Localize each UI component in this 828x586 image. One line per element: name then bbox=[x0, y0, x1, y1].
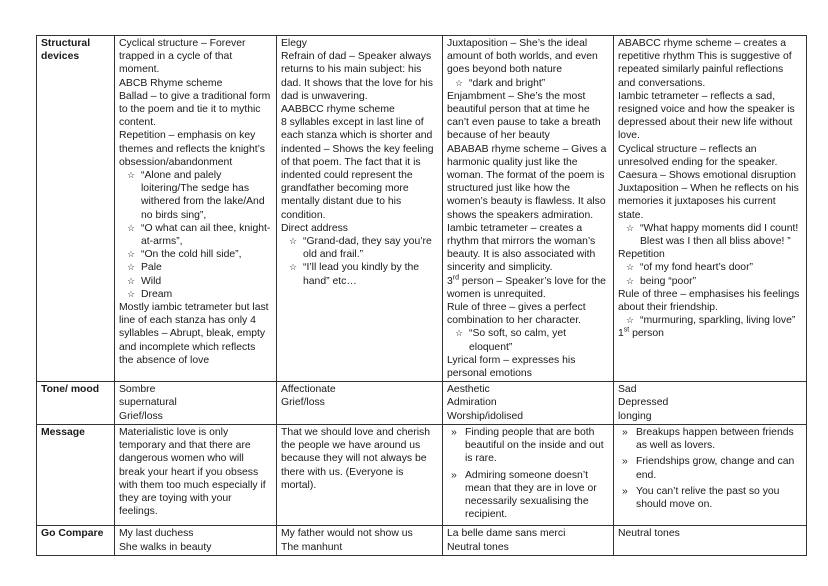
text-line: AABBCC rhyme scheme bbox=[281, 104, 395, 116]
row-go-compare bbox=[37, 526, 807, 555]
row-structural-devices bbox=[37, 36, 807, 382]
star-bullet-icon: ☆ bbox=[127, 262, 136, 273]
row-header: Message bbox=[37, 424, 115, 525]
quote-text: “dark and bright” bbox=[469, 77, 546, 89]
star-bullet-icon: ☆ bbox=[626, 222, 635, 233]
text-line: Lyrical form – expresses his personal emotions bbox=[447, 354, 576, 380]
ordinal-suffix: rd bbox=[452, 274, 460, 282]
star-bullet-icon: ☆ bbox=[127, 170, 136, 181]
text-line: Neutral tones bbox=[618, 528, 680, 540]
quote-text: being “poor” bbox=[640, 275, 697, 287]
star-bullet-icon: ☆ bbox=[289, 262, 298, 273]
text-line: Aesthetic bbox=[447, 384, 490, 396]
ordinal-number: 1 bbox=[618, 328, 624, 340]
poetry-comparison-table bbox=[36, 35, 807, 556]
text-line bbox=[618, 327, 802, 340]
quote-item bbox=[119, 261, 272, 274]
text-line: Affectionate bbox=[281, 384, 336, 396]
text-line: 8 syllables except in last line of each stanza which is shorter and indented – Shows the key feeling of that poem. The fact that it is indented could represent the grandfather becoming more mentally distant due to his condition. bbox=[281, 117, 434, 221]
text-line: My father would not show us bbox=[281, 528, 413, 540]
text-line: Direct address bbox=[281, 222, 348, 234]
cell-poem-3 bbox=[443, 424, 614, 525]
quote-text: Dream bbox=[141, 288, 173, 300]
text-line: Sad bbox=[618, 384, 637, 396]
text-line: My last duchess bbox=[119, 528, 194, 540]
cell-poem-1 bbox=[115, 36, 277, 382]
cell-poem-3 bbox=[443, 382, 614, 425]
cell-poem-4 bbox=[614, 382, 807, 425]
bullet-item bbox=[618, 426, 802, 452]
quote-item bbox=[618, 261, 802, 274]
quote-item bbox=[447, 77, 609, 90]
quote-text: “of my fond heart’s door” bbox=[640, 262, 754, 274]
text-line: ABABAB rhyme scheme – Gives a harmonic quality just like the woman. The format of the poem is structured just like how the women’s beauty is flawless. It also shows the speakers admiration. bbox=[447, 143, 607, 221]
line-text: person – Speaker’s love for the women is unrequited. bbox=[447, 275, 606, 300]
text-line: longing bbox=[618, 410, 652, 422]
text-line: La belle dame sans merci bbox=[447, 528, 566, 540]
star-bullet-icon: ☆ bbox=[455, 328, 464, 339]
star-bullet-icon: ☆ bbox=[127, 222, 136, 233]
cell-poem-4 bbox=[614, 36, 807, 382]
text-line: Grief/loss bbox=[119, 410, 163, 422]
bullet-item bbox=[618, 485, 802, 511]
text-line: Admiration bbox=[447, 397, 497, 409]
text-line: Repetition bbox=[618, 249, 665, 261]
row-tone-mood bbox=[37, 382, 807, 425]
star-bullet-icon: ☆ bbox=[289, 236, 298, 247]
quote-item bbox=[119, 275, 272, 288]
quote-text: “What happy moments did I count! Blest was I then all bliss above! ” bbox=[640, 222, 799, 248]
chevron-bullet-icon: » bbox=[451, 426, 457, 438]
text-line: ABCB Rhyme scheme bbox=[119, 77, 223, 89]
bullet-text: You can’t relive the past so you should move on. bbox=[636, 485, 780, 510]
quote-item bbox=[281, 235, 438, 261]
bullet-list bbox=[447, 426, 609, 521]
text-line: Juxtaposition – When he reflects on his memories it juxtaposes his current state. bbox=[618, 183, 799, 221]
chevron-bullet-icon: » bbox=[622, 426, 628, 438]
quote-text: “murmuring, sparkling, living love” bbox=[640, 315, 796, 327]
text-line: She walks in beauty bbox=[119, 541, 212, 553]
quote-text: Pale bbox=[141, 262, 162, 274]
cell-poem-1: Materialistic love is only temporary and that there are dangerous women who will break your heart if you obsess with them too much especially if they are toying with your feelings. bbox=[115, 424, 277, 525]
chevron-bullet-icon: » bbox=[451, 469, 457, 481]
text-line: Iambic tetrameter – creates a rhythm that mirrors the woman’s beauty. It is also associated with sincerity and simplicity. bbox=[447, 222, 596, 274]
row-message bbox=[37, 424, 807, 525]
star-bullet-icon: ☆ bbox=[626, 275, 635, 286]
cell-poem-2 bbox=[277, 526, 443, 555]
text-line: Neutral tones bbox=[447, 541, 509, 553]
text-line: Grief/loss bbox=[281, 397, 325, 409]
text-line: Sombre bbox=[119, 384, 156, 396]
row-header: Go Compare bbox=[37, 526, 115, 555]
quote-item bbox=[119, 288, 272, 301]
star-bullet-icon: ☆ bbox=[127, 275, 136, 286]
bullet-item bbox=[447, 426, 609, 466]
quote-item bbox=[447, 327, 609, 353]
star-bullet-icon: ☆ bbox=[127, 249, 136, 260]
text-line: Cyclical structure – reflects an unresolved ending for the speaker. bbox=[618, 143, 778, 168]
star-bullet-icon: ☆ bbox=[626, 262, 635, 273]
cell-poem-1 bbox=[115, 526, 277, 555]
bullet-item bbox=[447, 469, 609, 522]
chevron-bullet-icon: » bbox=[622, 456, 628, 468]
text-line: Enjambment – She’s the most beautiful person that at time he can’t even pause to take a breath because of her beauty bbox=[447, 90, 601, 142]
bullet-text: Admiring someone doesn’t mean that they are in love or necessarily sexualising the recipient. bbox=[465, 469, 597, 521]
text-line: Ballad – to give a traditional form to the poem and tie it to mythic content. bbox=[119, 90, 271, 129]
cell-poem-4 bbox=[614, 424, 807, 525]
cell-poem-2 bbox=[277, 36, 443, 382]
quote-item bbox=[618, 314, 802, 327]
text-line: Mostly iambic tetrameter but last line of each stanza has only 4 syllables – Abrupt, bleak, empty and incomplete which reflects the absence of love bbox=[119, 302, 269, 366]
ordinal-suffix: st bbox=[623, 327, 630, 334]
quote-text: “I’ll lead you kindly by the hand” etc… bbox=[303, 262, 420, 287]
quote-item bbox=[618, 222, 802, 248]
quote-item bbox=[618, 275, 802, 288]
ordinal-number: 3 bbox=[447, 275, 453, 287]
quote-text: “So soft, so calm, yet eloquent” bbox=[469, 328, 567, 353]
cell-poem-4 bbox=[614, 526, 807, 555]
text-line: Worship/idolised bbox=[447, 410, 524, 422]
quote-item bbox=[281, 261, 438, 287]
text-line: Rule of three – gives a perfect combination to her character. bbox=[447, 302, 586, 327]
text-line: Rule of three – emphasises his feelings about their friendship. bbox=[618, 288, 800, 314]
bullet-text: Friendships grow, change and can end. bbox=[636, 456, 795, 481]
text-line: Juxtaposition – She’s the ideal amount of both worlds, and even goes beyond both nature bbox=[447, 38, 598, 76]
text-line: The manhunt bbox=[281, 541, 343, 553]
chevron-bullet-icon: » bbox=[622, 485, 628, 497]
text-line: Elegy bbox=[281, 38, 307, 49]
bullet-list bbox=[618, 426, 802, 511]
text-line: Iambic tetrameter – reflects a sad, resigned voice and how the speaker is depressed about their new life without love. bbox=[618, 90, 795, 142]
text-line: supernatural bbox=[119, 397, 177, 409]
star-bullet-icon: ☆ bbox=[455, 77, 464, 88]
cell-poem-3 bbox=[443, 36, 614, 382]
cell-poem-1 bbox=[115, 382, 277, 425]
star-bullet-icon: ☆ bbox=[127, 288, 136, 299]
quote-text: “Grand-dad, they say you’re old and frail.” bbox=[303, 236, 432, 261]
text-line: Caesura – Shows emotional disruption bbox=[618, 170, 796, 182]
bullet-text: Finding people that are both beautiful on the inside and out is rare. bbox=[465, 426, 604, 465]
cell-poem-2: That we should love and cherish the people we have around us because they will not always be there with us. (Everyone is mortal). bbox=[277, 424, 443, 525]
quote-text: Wild bbox=[141, 275, 162, 287]
text-line: Cyclical structure – Forever trapped in a cycle of that moment. bbox=[119, 38, 246, 76]
text-line: Refrain of dad – Speaker always returns to his main subject: his dad. It shows that the love for his dad is unwavering. bbox=[281, 51, 433, 102]
line-text: person bbox=[629, 328, 664, 340]
row-header: Structural devices bbox=[37, 36, 115, 382]
star-bullet-icon: ☆ bbox=[626, 315, 635, 326]
quote-text: “O what can ail thee, knight-at-arms”, bbox=[141, 222, 271, 248]
bullet-text: Breakups happen between friends as well as lovers. bbox=[636, 426, 794, 452]
text-line: Depressed bbox=[618, 397, 669, 409]
text-line: ABABCC rhyme scheme – creates a repetitive rhythm This is suggestive of repeated similarly painful reflections and conversations. bbox=[618, 38, 792, 89]
cell-poem-3 bbox=[443, 526, 614, 555]
quote-item bbox=[119, 222, 272, 248]
quote-item bbox=[119, 169, 272, 222]
quote-text: “Alone and palely loitering/The sedge has withered from the lake/And no birds sing”, bbox=[141, 170, 265, 221]
text-line bbox=[447, 275, 609, 301]
bullet-item bbox=[618, 455, 802, 481]
quote-item bbox=[119, 248, 272, 261]
text-line: Repetition – emphasis on key themes and reflects the knight’s obsession/abandonment bbox=[119, 130, 265, 168]
cell-poem-2 bbox=[277, 382, 443, 425]
quote-text: “On the cold hill side”, bbox=[141, 249, 242, 261]
row-header: Tone/ mood bbox=[37, 382, 115, 425]
